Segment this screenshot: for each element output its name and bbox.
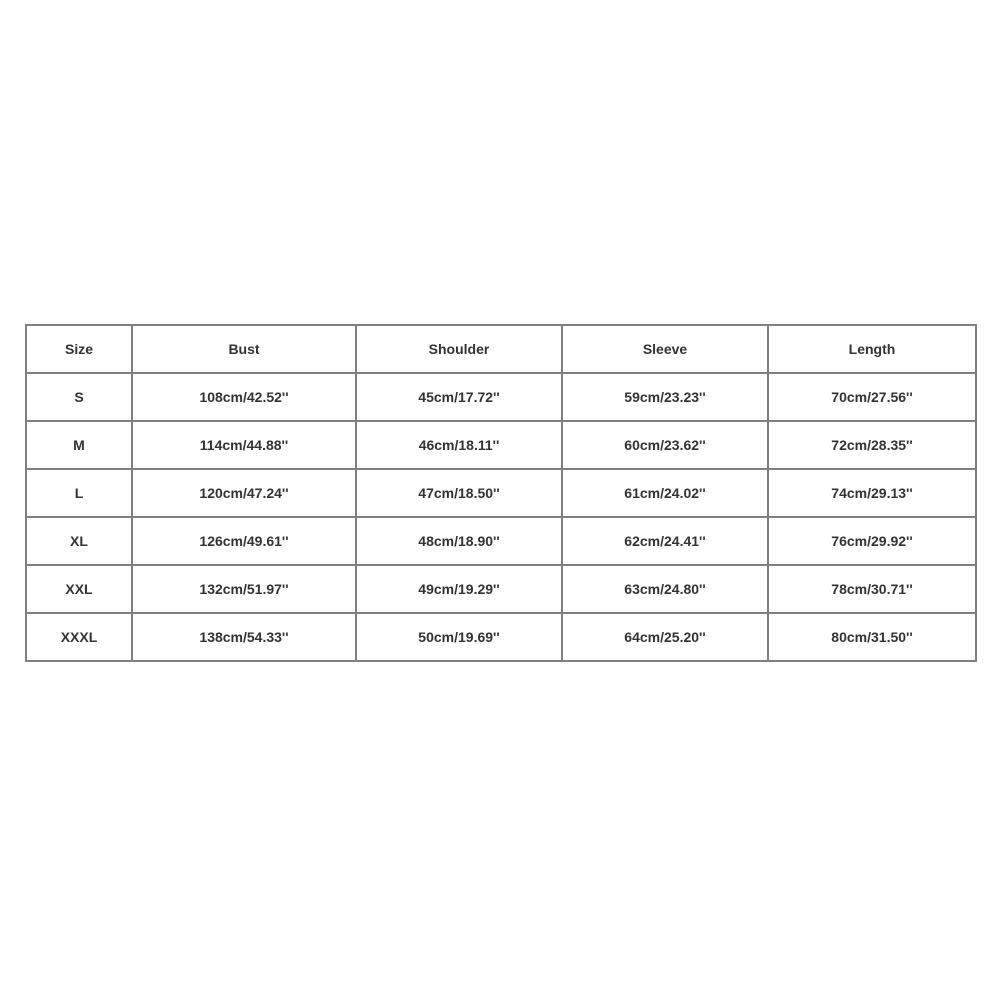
header-size: Size <box>26 325 132 373</box>
table-row <box>26 517 976 565</box>
cell-sleeve: 59cm/23.23'' <box>562 373 768 421</box>
header-sleeve: Sleeve <box>562 325 768 373</box>
cell-sleeve: 63cm/24.80'' <box>562 565 768 613</box>
cell-length: 72cm/28.35'' <box>768 421 976 469</box>
cell-bust: 120cm/47.24'' <box>132 469 356 517</box>
header-shoulder: Shoulder <box>356 325 562 373</box>
cell-size: XL <box>26 517 132 565</box>
cell-size: S <box>26 373 132 421</box>
cell-sleeve: 61cm/24.02'' <box>562 469 768 517</box>
cell-bust: 126cm/49.61'' <box>132 517 356 565</box>
cell-length: 76cm/29.92'' <box>768 517 976 565</box>
header-length: Length <box>768 325 976 373</box>
table-row <box>26 373 976 421</box>
cell-length: 70cm/27.56'' <box>768 373 976 421</box>
cell-size: XXL <box>26 565 132 613</box>
cell-shoulder: 48cm/18.90'' <box>356 517 562 565</box>
cell-shoulder: 49cm/19.29'' <box>356 565 562 613</box>
cell-length: 74cm/29.13'' <box>768 469 976 517</box>
cell-sleeve: 62cm/24.41'' <box>562 517 768 565</box>
cell-length: 80cm/31.50'' <box>768 613 976 661</box>
table-row <box>26 421 976 469</box>
cell-shoulder: 45cm/17.72'' <box>356 373 562 421</box>
cell-bust: 132cm/51.97'' <box>132 565 356 613</box>
header-row <box>26 325 976 373</box>
cell-size: M <box>26 421 132 469</box>
header-bust: Bust <box>132 325 356 373</box>
table-row <box>26 565 976 613</box>
cell-bust: 114cm/44.88'' <box>132 421 356 469</box>
table-row <box>26 469 976 517</box>
cell-sleeve: 60cm/23.62'' <box>562 421 768 469</box>
cell-bust: 108cm/42.52'' <box>132 373 356 421</box>
cell-bust: 138cm/54.33'' <box>132 613 356 661</box>
cell-shoulder: 50cm/19.69'' <box>356 613 562 661</box>
cell-sleeve: 64cm/25.20'' <box>562 613 768 661</box>
cell-shoulder: 47cm/18.50'' <box>356 469 562 517</box>
cell-length: 78cm/30.71'' <box>768 565 976 613</box>
cell-shoulder: 46cm/18.11'' <box>356 421 562 469</box>
table-row <box>26 613 976 661</box>
size-chart-table <box>25 324 977 662</box>
cell-size: XXXL <box>26 613 132 661</box>
cell-size: L <box>26 469 132 517</box>
